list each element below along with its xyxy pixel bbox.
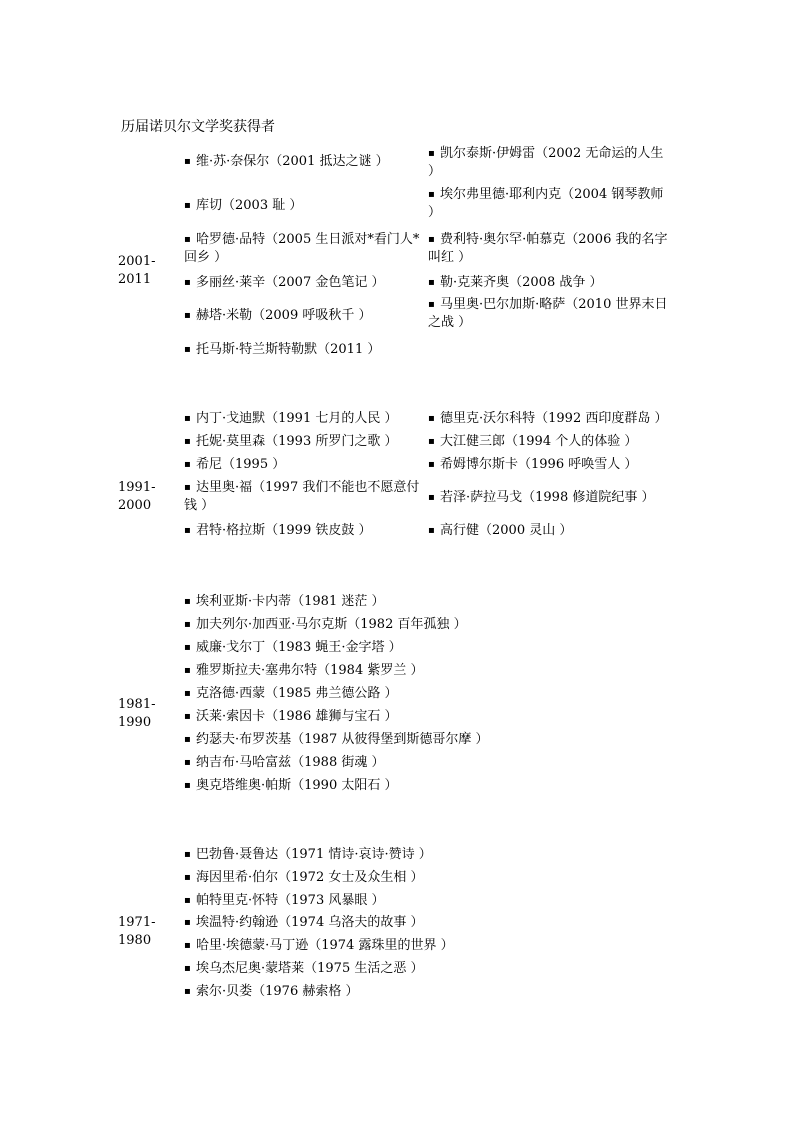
bullet-icon: ▪ [428, 148, 435, 159]
bullet-icon: ▪ [184, 436, 191, 447]
bullet-icon: ▪ [184, 459, 191, 470]
list-item: ▪ 德里克·沃尔科特（1992 西印度群岛 ） [428, 411, 668, 426]
list-item: ▪ 埃利亚斯·卡内蒂（1981 迷茫 ） [184, 594, 385, 609]
year-range-label: 1981-1990 [118, 697, 156, 730]
list-item: ▪ 勒·克莱齐奥（2008 战争 ） [428, 275, 603, 290]
list-item: ▪ 纳吉布·马哈富兹（1988 街魂 ） [184, 755, 385, 770]
list-item: ▪ 奥克塔维奥·帕斯（1990 太阳石 ） [184, 778, 398, 793]
list-item: ▪ 赫塔·米勒（2009 呼吸秋千 ） [184, 308, 372, 323]
bullet-icon: ▪ [428, 299, 435, 310]
list-item: ▪ 埃乌杰尼奥·蒙塔莱（1975 生活之恶 ） [184, 961, 424, 976]
bullet-icon: ▪ [184, 780, 191, 791]
year-range-label: 1991-2000 [118, 480, 156, 513]
bullet-icon: ▪ [184, 200, 191, 211]
bullet-icon: ▪ [184, 525, 191, 536]
bullet-icon: ▪ [184, 963, 191, 974]
bullet-icon: ▪ [184, 986, 191, 997]
list-item: ▪ 希尼（1995 ） [184, 457, 286, 472]
bullet-icon: ▪ [428, 413, 435, 424]
bullet-icon: ▪ [184, 619, 191, 630]
bullet-icon: ▪ [428, 459, 435, 470]
bullet-icon: ▪ [184, 482, 191, 493]
list-item: ▪ 约瑟夫·布罗茨基（1987 从彼得堡到斯德哥尔摩 ） [184, 732, 489, 747]
list-item: ▪ 克洛德·西蒙（1985 弗兰德公路 ） [184, 686, 398, 701]
year-range-label: 1971-1980 [118, 915, 156, 948]
list-item: ▪ 沃莱·索因卡（1986 雄狮与宝石 ） [184, 709, 398, 724]
list-item: ▪ 若泽·萨拉马戈（1998 修道院纪事 ） [428, 490, 655, 505]
list-item: ▪ 埃温特·约翰逊（1974 乌洛夫的故事 ） [184, 915, 424, 930]
list-item: ▪ 库切（2003 耻 ） [184, 198, 303, 213]
list-item: ▪ 埃尔弗里德·耶利内克（2004 钢琴教师 ） [428, 187, 664, 220]
bullet-icon: ▪ [184, 872, 191, 883]
bullet-icon: ▪ [428, 525, 435, 536]
bullet-icon: ▪ [184, 310, 191, 321]
bullet-icon: ▪ [184, 665, 191, 676]
page-title: 历届诺贝尔文学奖获得者 [121, 119, 275, 135]
bullet-icon: ▪ [428, 492, 435, 503]
bullet-icon: ▪ [184, 895, 191, 906]
bullet-icon: ▪ [184, 234, 191, 245]
bullet-icon: ▪ [428, 189, 435, 200]
list-item: ▪ 费利特·奥尔罕·帕慕克（2006 我的名字叫红 ） [428, 232, 668, 265]
list-item: ▪ 多丽丝·莱辛（2007 金色笔记 ） [184, 275, 385, 290]
list-item: ▪ 海因里希·伯尔（1972 女士及众生相 ） [184, 870, 424, 885]
list-item: ▪ 巴勃鲁·聂鲁达（1971 情诗·哀诗·赞诗 ） [184, 847, 432, 862]
bullet-icon: ▪ [184, 688, 191, 699]
bullet-icon: ▪ [184, 917, 191, 928]
list-item: ▪ 加夫列尔·加西亚·马尔克斯（1982 百年孤独 ） [184, 617, 467, 632]
list-item: ▪ 帕特里克·怀特（1973 风暴眼 ） [184, 893, 385, 908]
bullet-icon: ▪ [184, 711, 191, 722]
list-item: ▪ 维·苏·奈保尔（2001 抵达之谜 ） [184, 154, 389, 169]
bullet-icon: ▪ [184, 849, 191, 860]
bullet-icon: ▪ [184, 277, 191, 288]
bullet-icon: ▪ [428, 436, 435, 447]
list-item: ▪ 雅罗斯拉夫·塞弗尔特（1984 紫罗兰 ） [184, 663, 424, 678]
list-item: ▪ 索尔·贝娄（1976 赫索格 ） [184, 984, 359, 999]
list-item: ▪ 托妮·莫里森（1993 所罗门之歌 ） [184, 434, 398, 449]
list-item: ▪ 君特·格拉斯（1999 铁皮鼓 ） [184, 523, 372, 538]
list-item: ▪ 威廉·戈尔丁（1983 蝇王·金字塔 ） [184, 640, 402, 655]
list-item: ▪ 希姆博尔斯卡（1996 呼唤雪人 ） [428, 457, 638, 472]
bullet-icon: ▪ [184, 940, 191, 951]
bullet-icon: ▪ [184, 413, 191, 424]
year-range-label: 2001-2011 [118, 254, 156, 287]
bullet-icon: ▪ [184, 156, 191, 167]
bullet-icon: ▪ [184, 344, 191, 355]
list-item: ▪ 马里奥·巴尔加斯·略萨（2010 世界末日之战 ） [428, 297, 668, 330]
bullet-icon: ▪ [184, 734, 191, 745]
list-item: ▪ 托马斯·特兰斯特勒默（2011 ） [184, 342, 381, 357]
list-item: ▪ 内丁·戈迪默（1991 七月的人民 ） [184, 411, 398, 426]
bullet-icon: ▪ [428, 277, 435, 288]
list-item: ▪ 大江健三郎（1994 个人的体验 ） [428, 434, 638, 449]
list-item: ▪ 高行健（2000 灵山 ） [428, 523, 573, 538]
list-item: ▪ 哈罗德·品特（2005 生日派对*看门人*回乡 ） [184, 232, 420, 265]
bullet-icon: ▪ [184, 757, 191, 768]
list-item: ▪ 哈里·埃德蒙·马丁逊（1974 露珠里的世界 ） [184, 938, 454, 953]
list-item: ▪ 达里奥·福（1997 我们不能也不愿意付钱 ） [184, 480, 420, 513]
list-item: ▪ 凯尔泰斯·伊姆雷（2002 无命运的人生 ） [428, 146, 664, 179]
bullet-icon: ▪ [184, 596, 191, 607]
bullet-icon: ▪ [184, 642, 191, 653]
bullet-icon: ▪ [428, 234, 435, 245]
